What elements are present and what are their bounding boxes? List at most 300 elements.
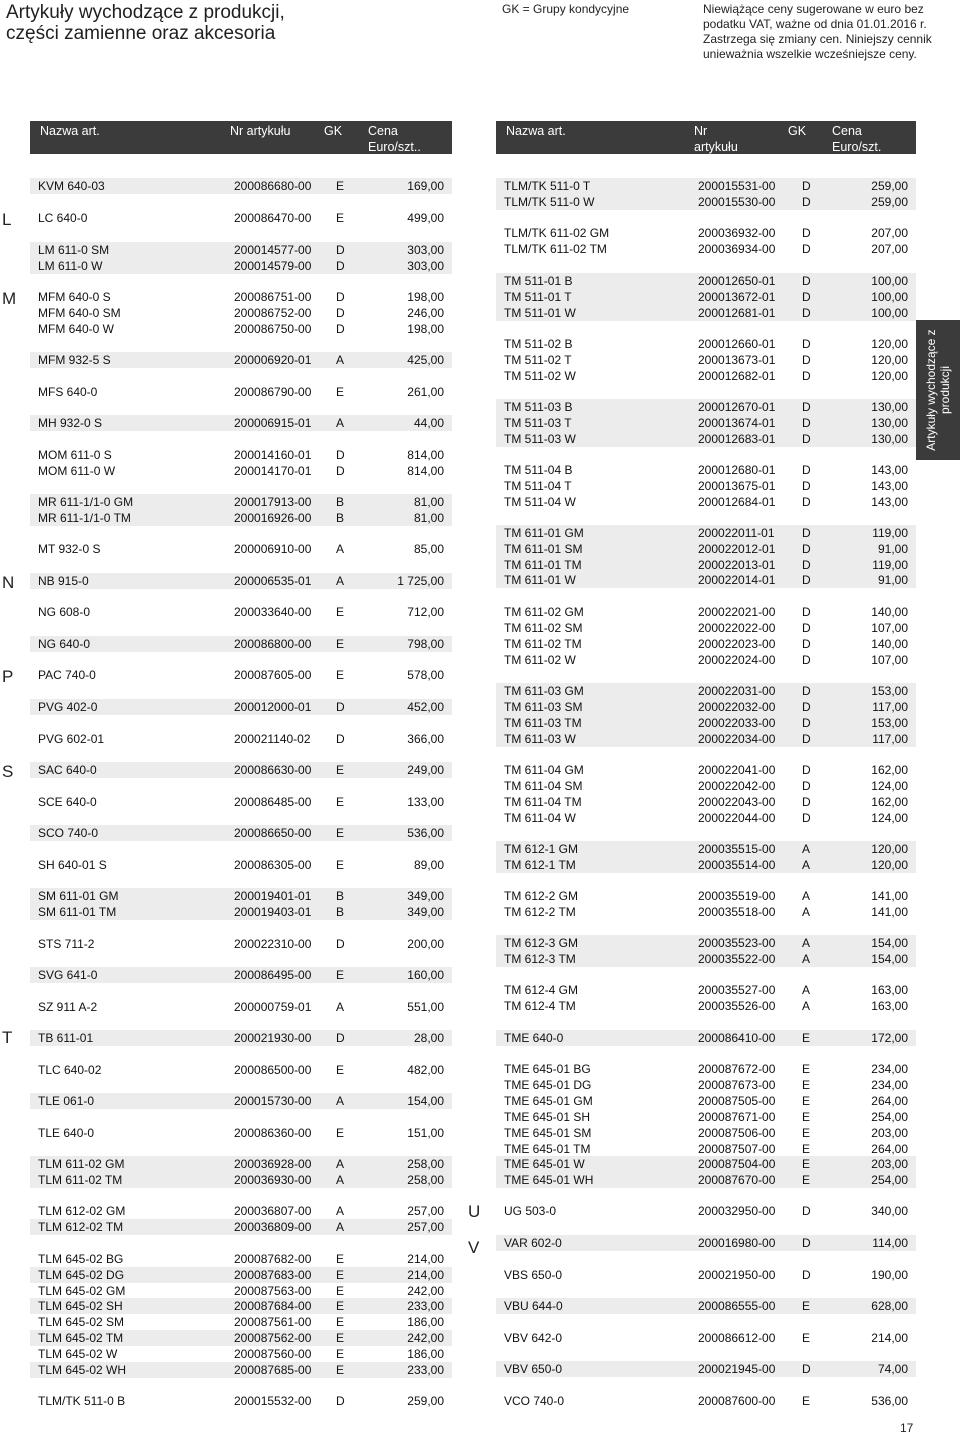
price: 100,00: [871, 290, 908, 304]
article-name: TM 511-03 B: [504, 400, 573, 414]
article-name: TLM 612-02 GM: [38, 1204, 126, 1218]
table-row: [496, 368, 916, 384]
condition-group: D: [802, 763, 811, 777]
article-name: PVG 602-01: [38, 732, 105, 746]
article-number: 200015530-00: [698, 195, 776, 209]
article-name: VBS 650-0: [504, 1268, 563, 1282]
table-row: [496, 541, 916, 557]
article-number: 200086410-00: [698, 1031, 776, 1045]
article-name: TM 511-01 T: [504, 290, 572, 304]
condition-group: E: [802, 1331, 811, 1345]
article-number: 200012682-01: [698, 369, 776, 383]
table-row: [496, 857, 916, 873]
article-number: 200086751-00: [234, 290, 312, 304]
condition-group: D: [802, 432, 811, 446]
article-number: 200022013-01: [698, 558, 776, 572]
price: 264,00: [871, 1094, 908, 1108]
article-name: TLM 645-02 BG: [38, 1252, 124, 1266]
table-row: [30, 1393, 452, 1409]
condition-group: D: [802, 811, 811, 825]
article-number: 200036934-00: [698, 242, 776, 256]
condition-group: D: [802, 637, 811, 651]
condition-group: E: [336, 385, 345, 399]
article-number: 200022032-00: [698, 700, 776, 714]
article-number: 200022042-00: [698, 779, 776, 793]
article-number: 200035518-00: [698, 905, 776, 919]
article-number: 200087683-00: [234, 1268, 312, 1282]
table-row: [30, 1251, 452, 1267]
article-name: TM 611-01 GM: [504, 526, 584, 540]
price: 89,00: [413, 858, 444, 872]
article-number: 200036807-00: [234, 1204, 312, 1218]
condition-group: A: [336, 574, 345, 588]
condition-group: E: [336, 211, 345, 225]
table-row: [30, 1030, 452, 1046]
table-row: [496, 810, 916, 826]
price: 169,00: [407, 179, 444, 193]
condition-group: D: [802, 306, 811, 320]
table-header-left: [30, 121, 452, 154]
price: 259,00: [871, 195, 908, 209]
table-row: [496, 636, 916, 652]
table-row: [496, 1361, 916, 1377]
article-name: TM 611-04 W: [504, 811, 576, 825]
table-row: [30, 321, 452, 337]
price: 107,00: [871, 653, 908, 667]
condition-group: E: [802, 1126, 811, 1140]
condition-group: D: [802, 369, 811, 383]
article-name: LM 611-0 SM: [38, 243, 110, 257]
condition-group: A: [802, 842, 811, 856]
price: 340,00: [871, 1204, 908, 1218]
table-row: [496, 683, 916, 699]
price: 257,00: [407, 1220, 444, 1234]
table-row: [30, 1314, 452, 1330]
article-name: TM 511-04 B: [504, 463, 573, 477]
table-row: [30, 731, 452, 747]
article-name: SH 640-01 S: [38, 858, 107, 872]
article-number: 200086470-00: [234, 211, 312, 225]
table-row: [30, 699, 452, 715]
article-name: TLM 645-02 WH: [38, 1363, 127, 1377]
condition-group: A: [336, 1000, 345, 1014]
table-row: [496, 1109, 916, 1125]
article-number: 200086630-00: [234, 763, 312, 777]
table-row: [30, 305, 452, 321]
condition-group: D: [802, 195, 811, 209]
table-row: [496, 1203, 916, 1219]
article-number: 200012660-01: [698, 337, 776, 351]
table-row: [30, 494, 452, 510]
price: 143,00: [871, 495, 908, 509]
article-name: TM 611-04 GM: [504, 763, 584, 777]
price: 133,00: [407, 795, 444, 809]
article-name: TLM/TK 511-0 B: [38, 1394, 126, 1408]
table-row: [496, 241, 916, 257]
price: 100,00: [871, 274, 908, 288]
price: 712,00: [407, 605, 444, 619]
condition-group: D: [802, 716, 811, 730]
condition-group: D: [802, 479, 811, 493]
article-number: 200086485-00: [234, 795, 312, 809]
price-disclaimer: Niewiążące ceny sugerowane w euro bez podatku VAT, ważne od dnia 01.01.2016 r. Zastrzega się zmiany cen. Niniejszy cennik unieważnia wszelkie wcześniejsze ceny.: [703, 2, 932, 61]
article-number: 200017913-00: [234, 495, 312, 509]
price: 186,00: [407, 1347, 444, 1361]
table-row: [496, 998, 916, 1014]
price: 151,00: [407, 1126, 444, 1140]
table-row: [30, 1125, 452, 1141]
table-row: [496, 604, 916, 620]
price: 233,00: [407, 1363, 444, 1377]
table-row: [496, 841, 916, 857]
condition-group: A: [802, 983, 811, 997]
condition-group: D: [802, 179, 811, 193]
article-number: 200013673-01: [698, 353, 776, 367]
article-name: TM 612-4 TM: [504, 999, 576, 1013]
article-number: 200087672-00: [698, 1062, 776, 1076]
article-number: 200087562-00: [234, 1331, 312, 1345]
article-name: TLM 645-02 GM: [38, 1284, 126, 1298]
price: 172,00: [871, 1031, 908, 1045]
table-row: [30, 1172, 452, 1188]
condition-group: D: [802, 337, 811, 351]
article-name: TM 611-02 W: [504, 653, 576, 667]
article-name: TM 612-3 TM: [504, 952, 576, 966]
price: 207,00: [871, 242, 908, 256]
condition-group: D: [802, 700, 811, 714]
article-name: TM 611-02 TM: [504, 637, 582, 651]
article-name: TM 611-01 W: [504, 573, 576, 587]
article-name: VBV 642-0: [504, 1331, 563, 1345]
article-name: TME 645-01 TM: [504, 1142, 591, 1156]
table-header-right: [496, 121, 916, 154]
table-row: [30, 1219, 452, 1235]
condition-group: B: [336, 495, 345, 509]
price: 254,00: [871, 1110, 908, 1124]
article-number: 200035522-00: [698, 952, 776, 966]
article-number: 200087504-00: [698, 1157, 776, 1171]
condition-group: D: [336, 243, 345, 257]
article-name: MOM 611-0 W: [38, 464, 116, 478]
header-price: Cena Euro/szt.: [832, 124, 882, 154]
table-row: [30, 210, 452, 226]
price: 366,00: [407, 732, 444, 746]
article-name: TLM/TK 511-0 T: [504, 179, 591, 193]
article-number: 200033640-00: [234, 605, 312, 619]
condition-group: E: [802, 1110, 811, 1124]
article-name: TME 645-01 WH: [504, 1173, 594, 1187]
article-name: TME 645-01 SH: [504, 1110, 591, 1124]
price: 578,00: [407, 668, 444, 682]
table-row: [30, 573, 452, 589]
table-row: [496, 982, 916, 998]
condition-group: E: [336, 1331, 345, 1345]
article-number: 200035526-00: [698, 999, 776, 1013]
table-row: [496, 951, 916, 967]
article-number: 200022012-01: [698, 542, 776, 556]
section-letter: T: [2, 1028, 13, 1047]
condition-group: D: [336, 732, 345, 746]
condition-group: E: [336, 637, 345, 651]
condition-group: D: [802, 732, 811, 746]
article-number: 200086555-00: [698, 1299, 776, 1313]
condition-group: D: [802, 542, 811, 556]
condition-group: A: [336, 353, 345, 367]
table-row: [496, 415, 916, 431]
section-letter: M: [2, 289, 17, 308]
article-name: TLM 611-02 TM: [38, 1173, 123, 1187]
section-letter: U: [468, 1202, 481, 1221]
article-number: 200087670-00: [698, 1173, 776, 1187]
article-number: 200022024-00: [698, 653, 776, 667]
article-number: 200087682-00: [234, 1252, 312, 1266]
article-number: 200035515-00: [698, 842, 776, 856]
article-number: 200087605-00: [234, 668, 312, 682]
price: 798,00: [407, 637, 444, 651]
article-number: 200086612-00: [698, 1331, 776, 1345]
article-name: TLM 645-02 DG: [38, 1268, 125, 1282]
table-row: [30, 1093, 452, 1109]
condition-group: E: [336, 1347, 345, 1361]
table-row: [30, 967, 452, 983]
price: 499,00: [407, 211, 444, 225]
header-gk: GK: [324, 124, 343, 138]
price: 259,00: [407, 1394, 444, 1408]
condition-group: E: [336, 1126, 345, 1140]
article-number: 200012681-01: [698, 306, 776, 320]
article-number: 200012680-01: [698, 463, 776, 477]
table-row: [496, 888, 916, 904]
table-row: [496, 1393, 916, 1409]
article-number: 200000759-01: [234, 1000, 312, 1014]
price: 186,00: [407, 1315, 444, 1329]
article-name: TLE 061-0: [38, 1094, 95, 1108]
article-name: TM 611-02 GM: [504, 605, 584, 619]
article-name: TM 611-01 TM: [504, 558, 582, 572]
article-name: TME 645-01 SM: [504, 1126, 592, 1140]
condition-group: D: [802, 621, 811, 635]
price: 130,00: [871, 432, 908, 446]
table-row: [30, 510, 452, 526]
article-number: 200086790-00: [234, 385, 312, 399]
article-name: SCE 640-0: [38, 795, 97, 809]
table-row: [496, 1156, 916, 1172]
table-row: [30, 242, 452, 258]
price: 214,00: [407, 1268, 444, 1282]
article-number: 200022031-00: [698, 684, 776, 698]
article-name: TM 511-04 W: [504, 495, 576, 509]
article-name: SM 611-01 GM: [38, 889, 119, 903]
table-row: [496, 352, 916, 368]
price: 120,00: [871, 858, 908, 872]
table-row: [496, 525, 916, 541]
article-number: 200022041-00: [698, 763, 776, 777]
table-row: [30, 258, 452, 274]
condition-group: D: [802, 1268, 811, 1282]
article-name: TM 511-02 W: [504, 369, 576, 383]
price: 264,00: [871, 1142, 908, 1156]
article-name: TM 511-04 T: [504, 479, 572, 493]
condition-group: A: [336, 1173, 345, 1187]
table-row: [30, 541, 452, 557]
price: 198,00: [407, 290, 444, 304]
price: 120,00: [871, 369, 908, 383]
table-row: [496, 1267, 916, 1283]
article-number: 200086305-00: [234, 858, 312, 872]
table-row: [30, 1283, 452, 1299]
article-name: TM 511-02 B: [504, 337, 573, 351]
price: 117,00: [872, 732, 908, 746]
section-letter: S: [2, 762, 14, 781]
table-row: [30, 447, 452, 463]
table-row: [496, 431, 916, 447]
table-row: [30, 1203, 452, 1219]
article-name: TME 645-01 GM: [504, 1094, 593, 1108]
price: 141,00: [871, 905, 908, 919]
table-row: [30, 825, 452, 841]
article-name: TLM 645-02 SH: [38, 1299, 123, 1313]
table-row: [496, 336, 916, 352]
article-number: 200016980-00: [698, 1236, 776, 1250]
article-number: 200019403-01: [234, 905, 312, 919]
condition-group: E: [336, 1299, 345, 1313]
article-name: TM 611-03 W: [504, 732, 576, 746]
condition-group: E: [336, 1284, 345, 1298]
article-number: 200035514-00: [698, 858, 776, 872]
table-row: [30, 384, 452, 400]
condition-group: E: [802, 1031, 811, 1045]
article-number: 200086752-00: [234, 306, 312, 320]
price: 81,00: [413, 495, 444, 509]
condition-group: E: [336, 858, 345, 872]
article-name: TLM 645-02 TM: [38, 1331, 124, 1345]
article-name: MFM 640-0 SM: [38, 306, 121, 320]
article-name: MFM 640-0 S: [38, 290, 111, 304]
table-row: [496, 1030, 916, 1046]
article-name: MR 611-1/1-0 GM: [38, 495, 134, 509]
article-name: MH 932-0 S: [38, 416, 103, 430]
condition-group: A: [336, 416, 345, 430]
article-name: TM 611-03 GM: [504, 684, 584, 698]
article-name: VCO 740-0: [504, 1394, 565, 1408]
price: 91,00: [877, 573, 908, 587]
header-name: Nazwa art.: [40, 124, 100, 138]
price: 814,00: [407, 464, 444, 478]
price: 162,00: [871, 763, 908, 777]
price: 163,00: [871, 983, 908, 997]
article-name: MFM 932-5 S: [38, 353, 111, 367]
table-row: [30, 888, 452, 904]
article-name: MFM 640-0 W: [38, 322, 115, 336]
condition-group: E: [802, 1157, 811, 1171]
page-title: Artykuły wychodzące z produkcji, części zamienne oraz akcesoria: [6, 2, 285, 44]
price: 349,00: [407, 905, 444, 919]
table-row: [496, 194, 916, 210]
table-row: [30, 1330, 452, 1346]
condition-group: E: [336, 763, 345, 777]
table-row: [30, 178, 452, 194]
price: 814,00: [407, 448, 444, 462]
article-name: SVG 641-0: [38, 968, 98, 982]
article-number: 200087684-00: [234, 1299, 312, 1313]
price: 130,00: [871, 400, 908, 414]
article-name: TLM/TK 611-02 GM: [504, 226, 610, 240]
condition-group: D: [802, 400, 811, 414]
table-row: [496, 478, 916, 494]
table-row: [496, 462, 916, 478]
article-name: TM 511-01 B: [504, 274, 573, 288]
section-tab-label: Artykuły wychodzące z produkcji: [924, 329, 952, 451]
price: 234,00: [871, 1062, 908, 1076]
condition-group: D: [802, 463, 811, 477]
gk-legend: GK = Grupy kondycyjne: [502, 2, 630, 16]
article-number: 200014579-00: [234, 259, 312, 273]
condition-group: E: [802, 1094, 811, 1108]
article-name: NG 608-0: [38, 605, 91, 619]
article-number: 200022011-01: [698, 526, 775, 540]
price: 258,00: [407, 1157, 444, 1171]
condition-group: E: [802, 1078, 811, 1092]
price: 551,00: [407, 1000, 444, 1014]
condition-group: D: [802, 416, 811, 430]
article-name: TME 645-01 DG: [504, 1078, 592, 1092]
condition-group: E: [802, 1299, 811, 1313]
table-row: [30, 289, 452, 305]
article-name: VAR 602-0: [504, 1236, 562, 1250]
condition-group: D: [336, 1394, 345, 1408]
article-number: 200015730-00: [234, 1094, 312, 1108]
condition-group: E: [802, 1142, 811, 1156]
price: 234,00: [871, 1078, 908, 1092]
price: 628,00: [871, 1299, 908, 1313]
price: 303,00: [407, 243, 444, 257]
article-name: TM 612-1 GM: [504, 842, 579, 856]
condition-group: E: [336, 968, 345, 982]
article-number: 200087506-00: [698, 1126, 776, 1140]
price: 198,00: [407, 322, 444, 336]
condition-group: E: [336, 826, 345, 840]
article-name: NB 915-0: [38, 574, 89, 588]
price: 257,00: [407, 1204, 444, 1218]
price: 140,00: [871, 605, 908, 619]
article-name: LM 611-0 W: [38, 259, 103, 273]
price: 258,00: [407, 1173, 444, 1187]
price: 214,00: [871, 1331, 908, 1345]
article-number: 200022044-00: [698, 811, 776, 825]
price: 28,00: [413, 1031, 444, 1045]
article-name: TLE 640-0: [38, 1126, 95, 1140]
table-row: [496, 1125, 916, 1141]
price: 163,00: [871, 999, 908, 1013]
article-number: 200086750-00: [234, 322, 312, 336]
condition-group: D: [802, 226, 811, 240]
condition-group: A: [802, 889, 811, 903]
article-number: 200086650-00: [234, 826, 312, 840]
article-name: TM 511-01 W: [504, 306, 576, 320]
price: 117,00: [872, 700, 908, 714]
article-name: SAC 640-0: [38, 763, 97, 777]
article-name: SM 611-01 TM: [38, 905, 117, 919]
condition-group: E: [336, 1063, 345, 1077]
condition-group: D: [802, 684, 811, 698]
header-nr: Nr artykułu: [694, 124, 738, 154]
article-name: TLM 645-02 SM: [38, 1315, 125, 1329]
article-number: 200035519-00: [698, 889, 776, 903]
condition-group: E: [336, 1268, 345, 1282]
condition-group: A: [336, 542, 345, 556]
article-number: 200087560-00: [234, 1347, 312, 1361]
price: 254,00: [871, 1173, 908, 1187]
